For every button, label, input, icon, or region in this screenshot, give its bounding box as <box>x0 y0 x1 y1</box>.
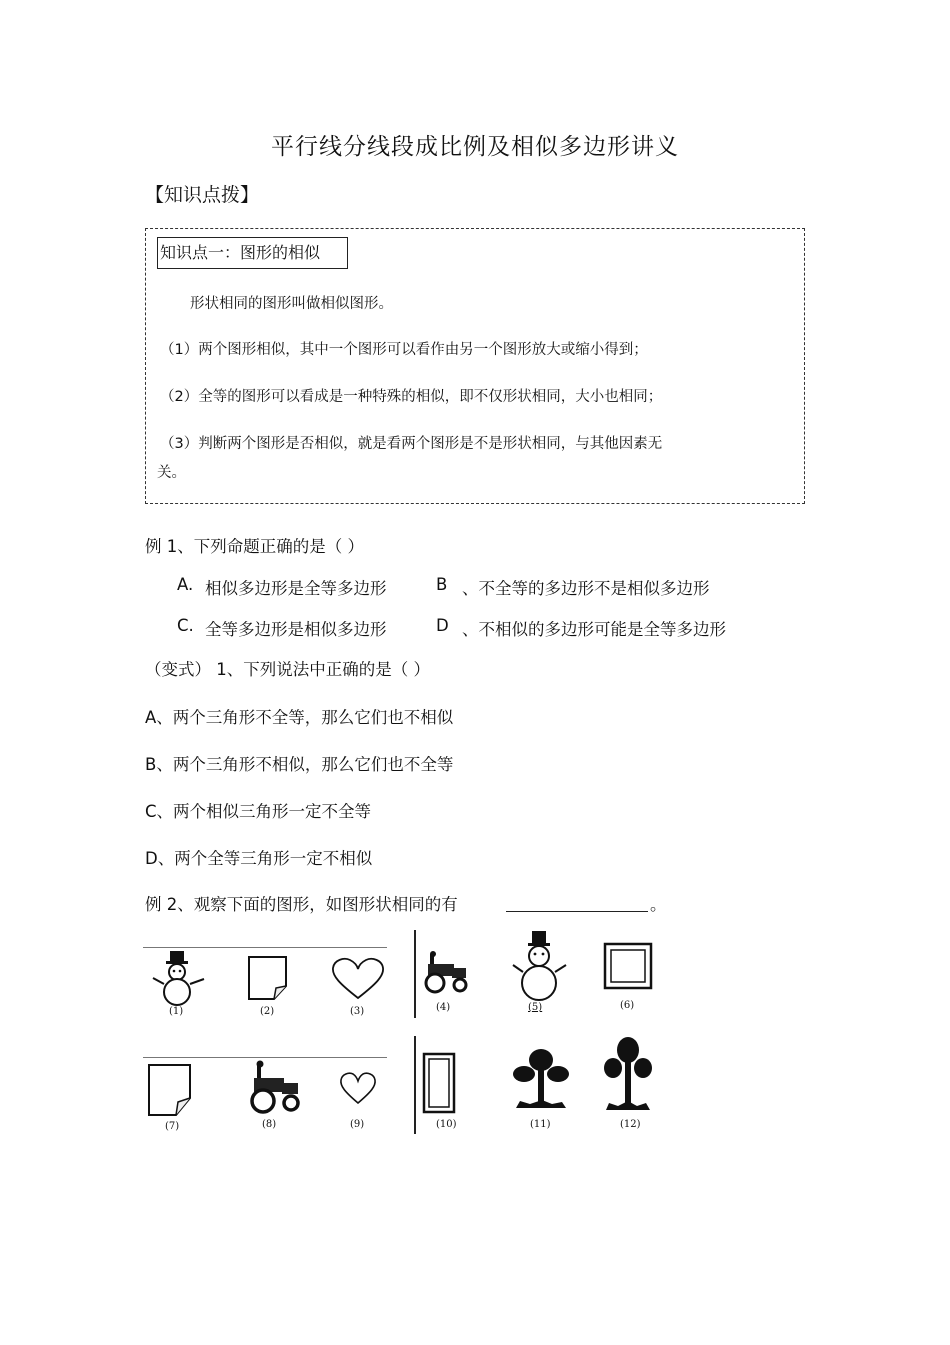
figure-caption: (12) <box>620 1119 641 1130</box>
figure-caption: (7) <box>165 1121 180 1132</box>
picture-frame-icon <box>422 1052 456 1114</box>
folded-paper-icon <box>146 1062 194 1118</box>
knowledge-point-3-cont: 关。 <box>157 465 186 481</box>
tree-icon <box>603 1036 653 1114</box>
example1-option-d-letter: D <box>436 616 449 635</box>
folded-paper-icon <box>246 954 290 1002</box>
figure-caption: (9) <box>350 1119 365 1130</box>
variant1-option-a: A、两个三角形不全等，那么它们也不相似 <box>145 708 454 727</box>
example2-question: 例 2、观察下面的图形，如图形状相同的有 <box>145 895 458 914</box>
example1-option-d: 、不相似的多边形可能是全等多边形 <box>462 620 726 639</box>
figure-caption: (11) <box>530 1119 551 1130</box>
example1-option-b: 、不全等的多边形不是相似多边形 <box>462 579 710 598</box>
heart-icon <box>338 1070 378 1106</box>
figure-divider <box>414 1036 416 1134</box>
heart-icon <box>330 956 386 1002</box>
example1-option-c-letter: C. <box>177 616 194 635</box>
knowledge-intro: 形状相同的图形叫做相似图形。 <box>190 296 393 312</box>
example1-option-c: 全等多边形是相似多边形 <box>205 620 387 639</box>
page-title: 平行线分线段成比例及相似多边形讲义 <box>271 134 679 160</box>
example2-end: 。 <box>650 895 667 914</box>
figure-top-rule <box>143 947 387 948</box>
example1-option-a-letter: A. <box>177 575 194 594</box>
knowledge-point-2: （2）全等的图形可以看成是一种特殊的相似，即不仅形状相同，大小也相同； <box>160 389 663 405</box>
tree-icon <box>512 1046 570 1112</box>
tractor-icon <box>422 950 470 994</box>
knowledge-box <box>145 228 805 504</box>
figure-caption: (6) <box>620 1000 635 1011</box>
figure-divider <box>414 930 416 1018</box>
knowledge-point-3: （3）判断两个图形是否相似，就是看两个图形是不是形状相同，与其他因素无 <box>160 436 663 452</box>
figure-caption: (5) <box>528 1002 543 1013</box>
snowman-icon <box>150 950 210 1008</box>
answer-blank[interactable] <box>506 911 648 912</box>
variant1-question: （变式） 1、下列说法中正确的是（ ） <box>145 660 430 679</box>
figure-top-rule <box>143 1057 387 1058</box>
knowledge-point-1: （1）两个图形相似，其中一个图形可以看作由另一个图形放大或缩小得到； <box>160 342 648 358</box>
example1-question: 例 1、下列命题正确的是（ ） <box>145 537 364 556</box>
example1-option-b-letter: B <box>436 575 448 594</box>
figure-caption: (2) <box>260 1006 275 1017</box>
snowman-icon <box>512 930 568 1004</box>
figure-caption: (8) <box>262 1119 277 1130</box>
picture-frame-icon <box>603 942 653 990</box>
figure-caption: (1) <box>169 1006 184 1017</box>
variant1-option-d: D、两个全等三角形一定不相似 <box>145 849 373 868</box>
section-heading: 【知识点拨】 <box>145 184 260 206</box>
knowledge-label: 知识点一：图形的相似 <box>157 237 348 269</box>
figure-caption: (3) <box>350 1006 365 1017</box>
example1-option-a: 相似多边形是全等多边形 <box>205 579 387 598</box>
variant1-option-c: C、两个相似三角形一定不全等 <box>145 802 372 821</box>
figure-caption: (4) <box>436 1002 451 1013</box>
variant1-option-b: B、两个三角形不相似，那么它们也不全等 <box>145 755 454 774</box>
figure-caption: (10) <box>436 1119 457 1130</box>
tractor-icon <box>248 1060 302 1114</box>
